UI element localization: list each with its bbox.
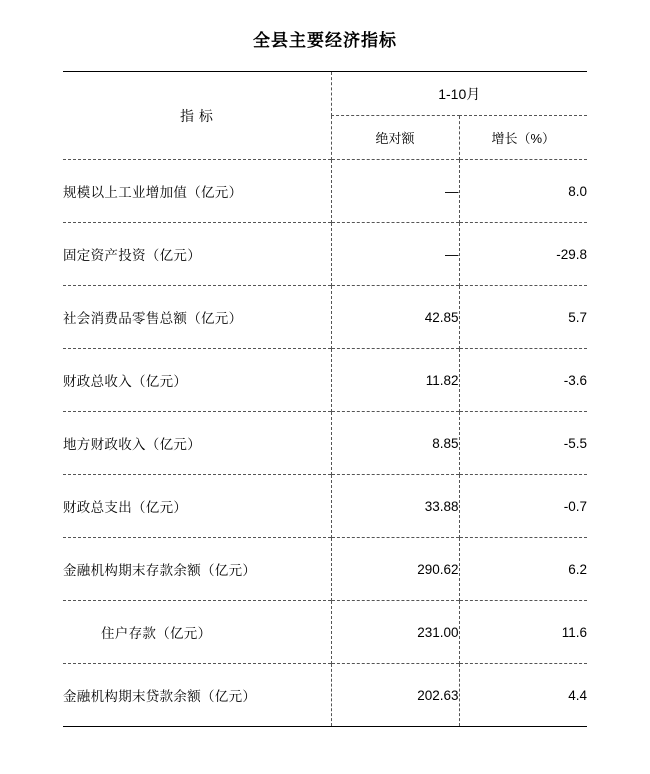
table-row — [63, 223, 587, 286]
row-absolute: 33.88 — [331, 475, 459, 538]
row-growth: -5.5 — [459, 412, 587, 475]
row-growth: -0.7 — [459, 475, 587, 538]
header-period: 1-10月 — [331, 72, 587, 116]
row-absolute: 8.85 — [331, 412, 459, 475]
economic-indicators-table — [63, 71, 587, 727]
row-growth: 4.4 — [459, 664, 587, 727]
row-label: 财政总支出（亿元） — [63, 475, 331, 538]
row-absolute: — — [331, 223, 459, 286]
row-label: 金融机构期末贷款余额（亿元） — [63, 664, 331, 727]
row-label: 财政总收入（亿元） — [63, 349, 331, 412]
table-row — [63, 160, 587, 223]
table-row — [63, 412, 587, 475]
table-row — [63, 538, 587, 601]
row-absolute: 202.63 — [331, 664, 459, 727]
row-label: 住户存款（亿元） — [63, 601, 331, 664]
header-absolute: 绝对额 — [331, 116, 459, 160]
table-row — [63, 475, 587, 538]
page-title: 全县主要经济指标 — [253, 31, 397, 50]
document-page — [0, 26, 650, 774]
row-growth: -29.8 — [459, 223, 587, 286]
row-absolute: 42.85 — [331, 286, 459, 349]
row-absolute: 290.62 — [331, 538, 459, 601]
header-indicator: 指 标 — [63, 72, 331, 160]
table-row — [63, 664, 587, 727]
row-absolute: 11.82 — [331, 349, 459, 412]
table-row — [63, 286, 587, 349]
table-row — [63, 601, 587, 664]
table-row — [63, 349, 587, 412]
row-absolute: — — [331, 160, 459, 223]
table-header-row-1 — [63, 72, 587, 116]
row-label: 社会消费品零售总额（亿元） — [63, 286, 331, 349]
row-growth: 8.0 — [459, 160, 587, 223]
row-growth: -3.6 — [459, 349, 587, 412]
row-label: 金融机构期末存款余额（亿元） — [63, 538, 331, 601]
header-growth: 增长（%） — [459, 116, 587, 160]
row-growth: 6.2 — [459, 538, 587, 601]
row-growth: 11.6 — [459, 601, 587, 664]
row-absolute: 231.00 — [331, 601, 459, 664]
row-growth: 5.7 — [459, 286, 587, 349]
row-label: 固定资产投资（亿元） — [63, 223, 331, 286]
row-label: 地方财政收入（亿元） — [63, 412, 331, 475]
row-label: 规模以上工业增加值（亿元） — [63, 160, 331, 223]
